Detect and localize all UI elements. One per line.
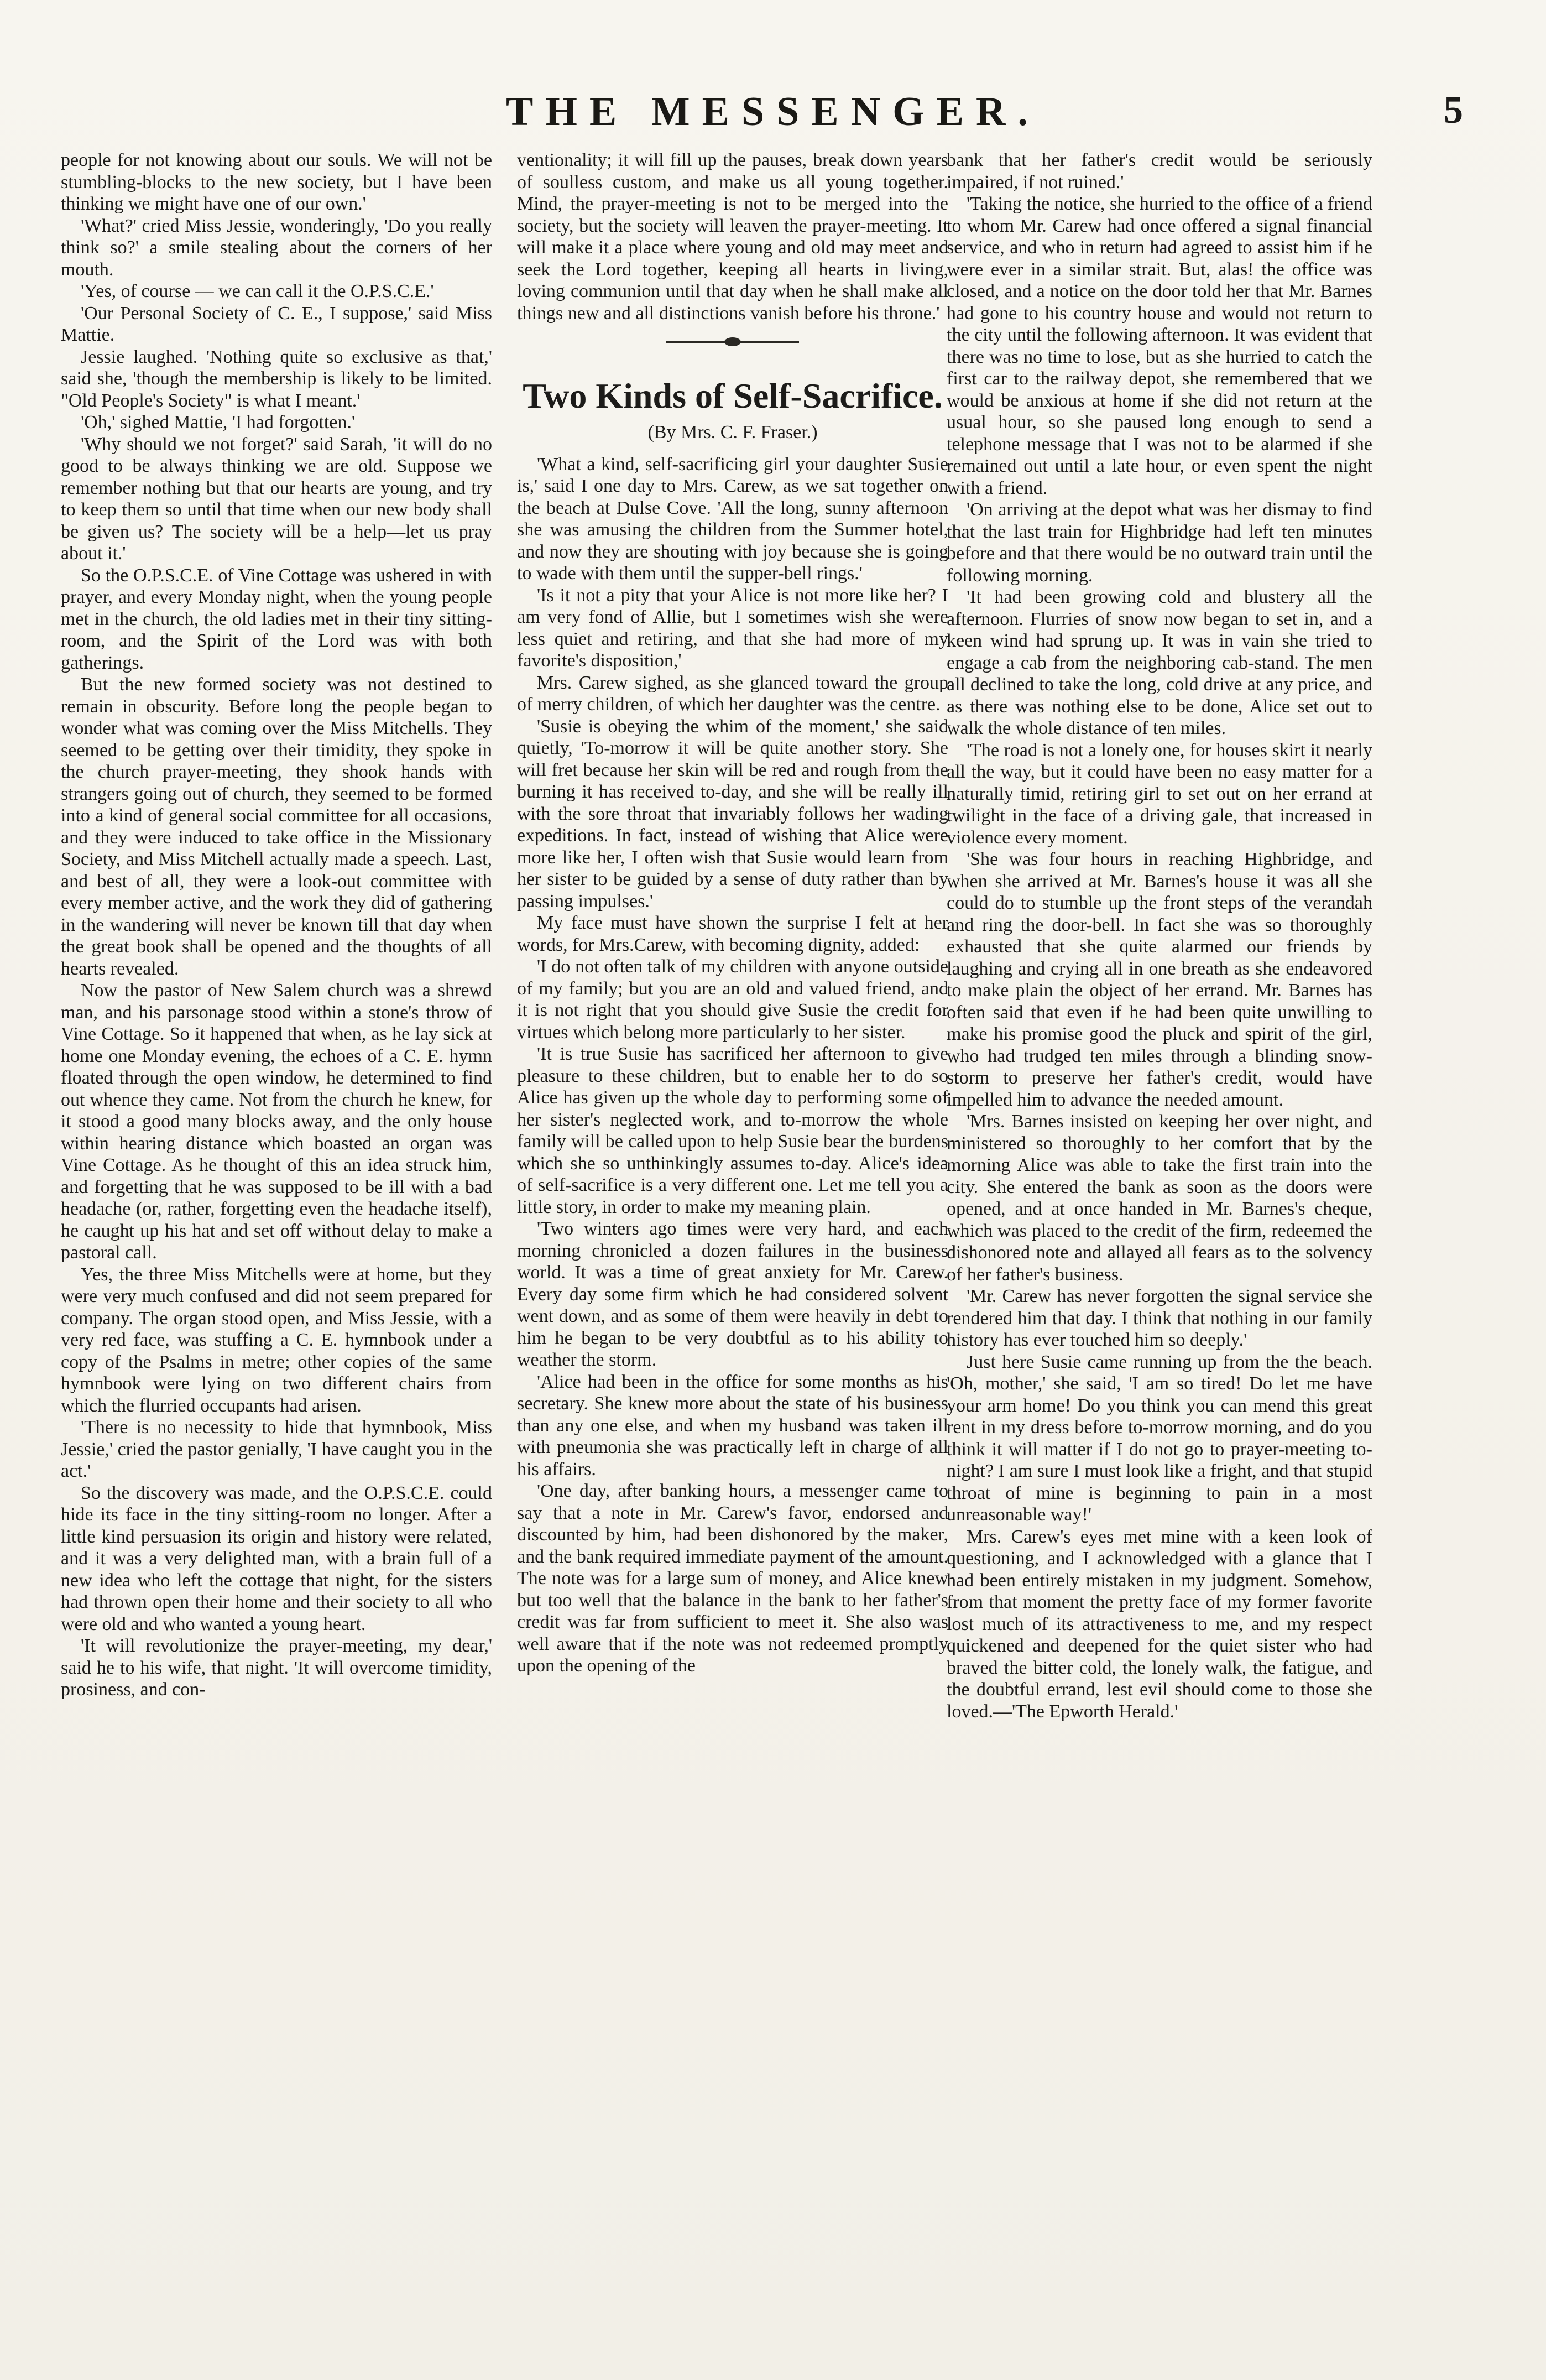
paragraph: My face must have shown the surprise I felt at her words, for Mrs.Carew, with becoming dignity, added: (517, 913, 948, 955)
paragraph: 'Alice had been in the office for some months as his secretary. She knew more about the state of his business than any one else, and when my husband was taken ill with pneumonia she was practically left in charge of all his affairs. (517, 1371, 948, 1480)
paragraph: 'Mrs. Barnes insisted on keeping her over night, and ministered so thoroughly to her comfort that by the morning Alice was able to take the first train into the city. She entered the bank as soon as the doors were opened, and at once handed in Mr. Barnes's cheque, which was placed to the credit of the firm, redeemed the dishonored note and allayed all fears as to the solvency of her father's business. (947, 1111, 1372, 1285)
paragraph: 'There is no necessity to hide that hymnbook, Miss Jessie,' cried the pastor genially, 'I have caught you in the act.' (61, 1417, 492, 1481)
paragraph: 'What?' cried Miss Jessie, wonderingly, 'Do you really think so?' a smile stealing about the corners of her mouth. (61, 215, 492, 280)
masthead-title: THE MESSENGER. (506, 89, 1040, 134)
paragraph: Now the pastor of New Salem church was a shrewd man, and his parsonage stood within a stone's throw of Vine Cottage. So it happened that when, as he lay sick at home one Monday evening, the echoes of a C. E. hymn floated through the open window, he determined to find out whence they came. Not from the church he knew, for it stood a good many blocks away, and the only house within hearing distance which boasted an organ was Vine Cottage. As he thought of this an idea struck him, and forgetting that he was supposed to be ill with a bad headache (or, rather, forgetting even the headache itself), he caught up his hat and set off without delay to make a pastoral call. (61, 980, 492, 1263)
paragraph: 'I do not often talk of my children with anyone outside of my family; but you are an old and valued friend, and it is not right that you should give Susie the credit for virtues which belong more particularly to her sister. (517, 956, 948, 1043)
masthead-bar (0, 66, 1546, 149)
article-title: Two Kinds of Self-Sacrifice. (523, 376, 943, 415)
article-byline: (By Mrs. C. F. Fraser.) (647, 422, 818, 442)
column-1 (61, 149, 492, 1701)
paragraph: 'She was four hours in reaching Highbridge, and when she arrived at Mr. Barnes's house it was all she could do to stumble up the front steps of the verandah and ring the door-bell. In fact she was so thoroughly exhausted that she quite alarmed our friends by laughing and crying all in one breath as she endeavored to make plain the object of her errand. Mr. Barnes has often said that even if he had been quite unwilling to make his promise good the pluck and spirit of the girl, who had trudged ten miles through a blinding snow-storm to preserve her father's credit, would have impelled him to advance the needed amount. (947, 849, 1372, 1110)
paragraph: So the O.P.S.C.E. of Vine Cottage was ushered in with prayer, and every Monday night, when the young people met in the church, the old ladies met in their tiny sitting-room, and the Spirit of the Lord was with both gatherings. (61, 565, 492, 673)
paragraph: But the new formed society was not destined to remain in obscurity. Before long the people began to wonder what was coming over the Miss Mitchells. They seemed to be getting over their timidity, they spoke in the church prayer-meeting, they shook hands with strangers going out of church, they seemed to be formed into a kind of general social committee for all occasions, and they were induced to take office in the Missionary Society, and Miss Mitchell actually made a speech. Last, and best of all, they were a look-out committee with every member active, and the work they did of gathering in the wandering will never be known till that day when the great book shall be opened and the thoughts of all hearts revealed. (61, 674, 492, 979)
paragraph: 'It is true Susie has sacrificed her afternoon to give pleasure to these children, but to enable her to do so Alice has given up the whole day to performing some of her sister's neglected work, and to-morrow the whole family will be called upon to help Susie bear the burdens which she so unthinkingly assumes to-day. Alice's idea of self-sacrifice is a very different one. Let me tell you a little story, in order to make my meaning plain. (517, 1044, 948, 1217)
paragraph: 'Yes, of course — we can call it the O.P.S.C.E.' (81, 281, 434, 301)
column-3 (947, 149, 1372, 1722)
paragraph: 'Mr. Carew has never forgotten the signal service she rendered him that day. I think that nothing in our family history has ever touched him so deeply.' (947, 1286, 1372, 1350)
paragraph: 'It had been growing cold and blustery all the afternoon. Flurries of snow now began to set in, and a keen wind had sprung up. It was in vain she tried to engage a cab from the neighboring cab-stand. The men all declined to take the long, cold drive at any price, and as there was nothing else to be done, Alice set out to walk the whole distance of ten miles. (947, 587, 1372, 738)
paragraph: 'One day, after banking hours, a messenger came to say that a note in Mr. Carew's favor, endorsed and discounted by him, had been dishonored by the maker, and the bank required immediate payment of the amount. The note was for a large sum of money, and Alice knew but too well that the balance in the bank to her father's credit was far from sufficient to meet it. She also was well aware that if the note was not redeemed promptly upon the opening of the (517, 1481, 948, 1676)
paragraph: 'Two winters ago times were very hard, and each morning chronicled a dozen failures in the business world. It was a time of great anxiety for Mr. Carew. Every day some firm which he had considered solvent went down, and as some of them were heavily in debt to him he began to be very doubtful as to his ability to weather the storm. (517, 1218, 948, 1370)
paragraph: Yes, the three Miss Mitchells were at home, but they were very much confused and did not seem prepared for company. The organ stood open, and Miss Jessie, with a very red face, was stuffing a C. E. hymnbook under a copy of the Psalms in metre; other copies of the same hymnbook were lying on two different chairs from which the flurried occupants had arisen. (61, 1264, 492, 1416)
column-2 (517, 149, 948, 1677)
paragraph: 'Is it not a pity that your Alice is not more like her? I am very fond of Allie, but I sometimes wish she were less quiet and retiring, and that she had more of my favorite's disposition,' (517, 585, 948, 671)
paragraph: Jessie laughed. 'Nothing quite so exclusive as that,' said she, 'though the membership is likely to be limited. "Old People's Society" is what I meant.' (61, 346, 492, 411)
paragraph: 'Why should we not forget?' said Sarah, 'it will do no good to be always thinking we are old. Suppose we remember nothing but that our hearts are young, and try to keep them so until that time when our new body shall be given us? The society will be a help—let us pray about it.' (61, 434, 492, 564)
paragraph: Mrs. Carew's eyes met mine with a keen look of questioning, and I acknowledged with a glance that I had been entirely mistaken in my judgment. Somehow, from that moment the pretty face of my former favorite lost much of its attractiveness to me, and my respect quickened and deepened for the quiet sister who had braved the bitter cold, the lonely walk, the fatigue, and the doubtful errand, lest evil should come to those she loved.—'The Epworth Herald.' (947, 1526, 1372, 1722)
paragraph: 'Oh,' sighed Mattie, 'I had forgotten.' (81, 412, 356, 433)
section-divider (666, 341, 799, 343)
paragraph: 'Our Personal Society of C. E., I suppose,' said Miss Mattie. (61, 303, 492, 345)
paragraph: people for not knowing about our souls. We will not be stumbling-blocks to the new society, but I have been thinking we might have one of our own.' (61, 150, 492, 214)
paragraph: 'On arriving at the depot what was her dismay to find that the last train for Highbridge had left ten minutes before and that there would be no outward train until the following morning. (947, 499, 1372, 586)
paragraph: bank that her father's credit would be seriously impaired, if not ruined.' (947, 150, 1372, 192)
paragraph: So the discovery was made, and the O.P.S.C.E. could hide its face in the tiny sitting-room no longer. After a little kind persuasion its origin and history were related, and it was a very delighted man, with a brain full of a new idea who left the cottage that night, for the sisters had thrown open their home and their society to all who were old and who wanted a young heart. (61, 1482, 492, 1634)
paragraph: Mrs. Carew sighed, as she glanced toward the group of merry children, of which her daughter was the centre. (517, 672, 948, 715)
paragraph: Just here Susie came running up from the the beach. 'Oh, mother,' she said, 'I am so tired! Do let me have your arm home! Do you think you can mend this great rent in my dress before to-morrow morning, and do you think it will matter if I do not go to prayer-meeting to-night? I am sure I must look like a fright, and that stupid throat of mine is beginning to pain in a most unreasonable way!' (947, 1351, 1372, 1525)
paragraph: 'It will revolutionize the prayer-meeting, my dear,' said he to his wife, that night. 'It will overcome timidity, prosiness, and con- (61, 1636, 492, 1700)
paragraph: ventionality; it will fill up the pauses, break down years of soulless custom, and make us all young together. Mind, the prayer-meeting is not to be merged into the society, but the society will leaven the prayer-meeting. It will make it a place where young and old may meet and seek the Lord together, keeping all hearts in living, loving communion until that day when he shall make all things new and all distinctions vanish before his throne.' (517, 150, 948, 324)
paragraph: 'The road is not a lonely one, for houses skirt it nearly all the way, but it could have been no easy matter for a naturally timid, retiring girl to set out on her errand at twilight in the face of a driving gale, that increased in violence every moment. (947, 739, 1372, 848)
paragraph: 'What a kind, self-sacrificing girl your daughter Susie is,' said I one day to Mrs. Carew, as we sat together on the beach at Dulse Cove. 'All the long, sunny afternoon she was amusing the children from the Summer hotel, and now they are shouting with joy because she is going to wade with them until the supper-bell rings.' (517, 454, 948, 584)
paragraph: 'Taking the notice, she hurried to the office of a friend to whom Mr. Carew had once offered a signal financial service, and who in return had agreed to assist him if he were ever in a similar strait. But, alas! the office was closed, and a notice on the door told her that Mr. Barnes had gone to his country house and would not return to the city until the following afternoon. It was evident that there was no time to lose, but as she hurried to catch the first car to the railway depot, she remembered that we would be anxious at home if she did not return at the usual hour, so she paused long enough to send a telephone message that I was not to be alarmed if she remained out until a late hour, or even spent the night with a friend. (947, 194, 1372, 498)
page-number: 5 (1444, 89, 1463, 132)
paragraph: 'Susie is obeying the whim of the moment,' she said quietly, 'To-morrow it will be quite another story. She will fret because her skin will be red and rough from the burning it has received to-day, and she will be really ill with the sore throat that invariably follows her wading expeditions. In fact, instead of wishing that Alice were more like her, I often wish that Susie would learn from her sister to be guided by a sense of duty rather than by passing impulses.' (517, 716, 948, 912)
